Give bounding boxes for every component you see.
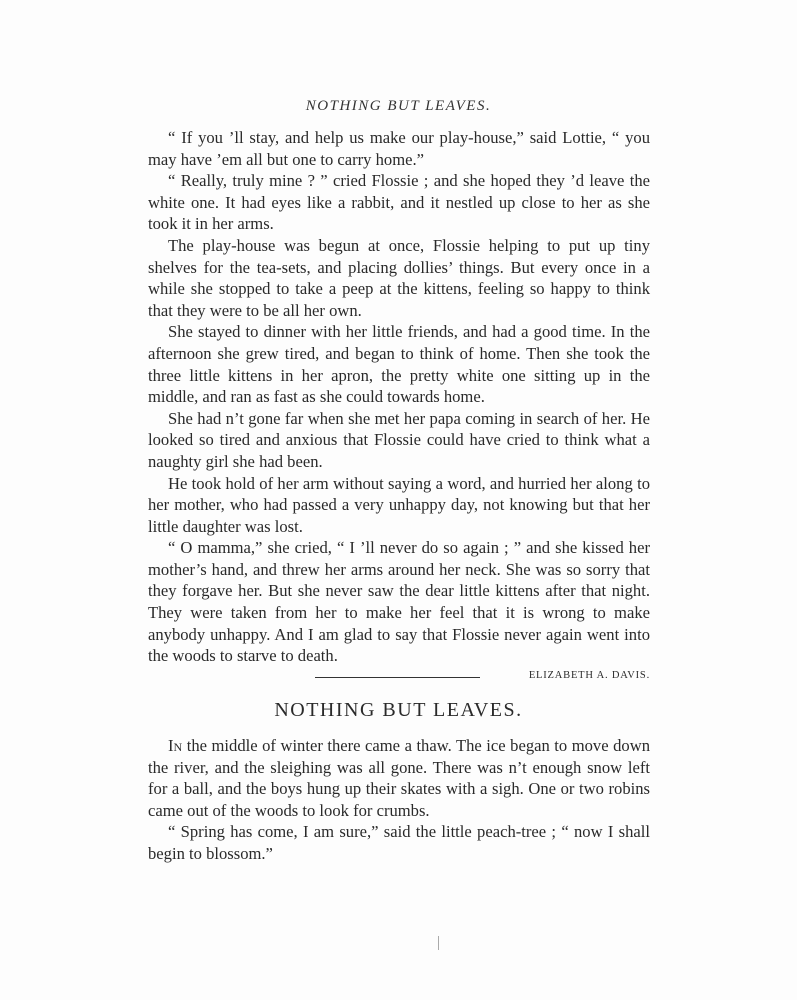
section-divider (315, 677, 480, 678)
author-signature: ELIZABETH A. DAVIS. (528, 669, 650, 681)
paragraph: She had n’t gone far when she met her papa coming in search of her. He looked so tired and anxious that Flossie could have cried to think what a naughty girl she had been. (148, 408, 650, 471)
story-title: NOTHING BUT LEAVES. (274, 699, 523, 721)
paragraph: He took hold of her arm without saying a word, and hurried her along to her mother, who had passed a very unhappy day, not knowing but that her little daughter was lost. (148, 473, 650, 536)
story-continuation (148, 127, 650, 684)
paragraph: “ Spring has come, I am sure,” said the little peach-tree ; “ now I shall begin to blossom.” (148, 822, 650, 863)
paragraph: “ If you ’ll stay, and help us make our play-house,” said Lottie, “ you may have ’em all but one to carry home.” (148, 128, 650, 169)
drop-word: In (168, 736, 183, 755)
page-mark (438, 936, 441, 950)
paragraph: “ Really, truly mine ? ” cried Flossie ; and she hoped they ’d leave the white one. It had eyes like a rabbit, and it nestled up close to her as she took it in her arms. (148, 171, 650, 234)
opening-paragraph-text: the middle of winter there came a thaw. The ice began to move down the river, and the sleighing was all gone. There was n’t enough snow left for a ball, and the boys hung up their skates with a sigh. One or two robins came out of the woods to look for crumbs. (148, 736, 650, 820)
opening-paragraph (148, 735, 650, 821)
paragraph: The play-house was begun at once, Flossie helping to put up tiny shelves for the tea-sets, and placing dollies’ things. But every once in a while she stopped to take a peep at the kittens, feeling so happy to think that they were to be all her own. (148, 235, 650, 320)
paragraph: She stayed to dinner with her little friends, and had a good time. In the afternoon she grew tired, and began to think of home. Then she took the three little kittens in her apron, the pretty white one sitting up in the middle, and ran as fast as she could towards home. (148, 322, 650, 407)
running-head: NOTHING BUT LEAVES. (305, 98, 492, 114)
paragraph: “ O mamma,” she cried, “ I ’ll never do so again ; ” and she kissed her mother’s hand, and threw her arms around her neck. She was so sorry that they forgave her. But she never saw the dear little kittens after that night. They were taken from her to make her feel that it is wrong to make anybody unhappy. And I am glad to say that Flossie never again went into the woods to starve to death. (148, 538, 650, 666)
story-body (148, 735, 650, 865)
